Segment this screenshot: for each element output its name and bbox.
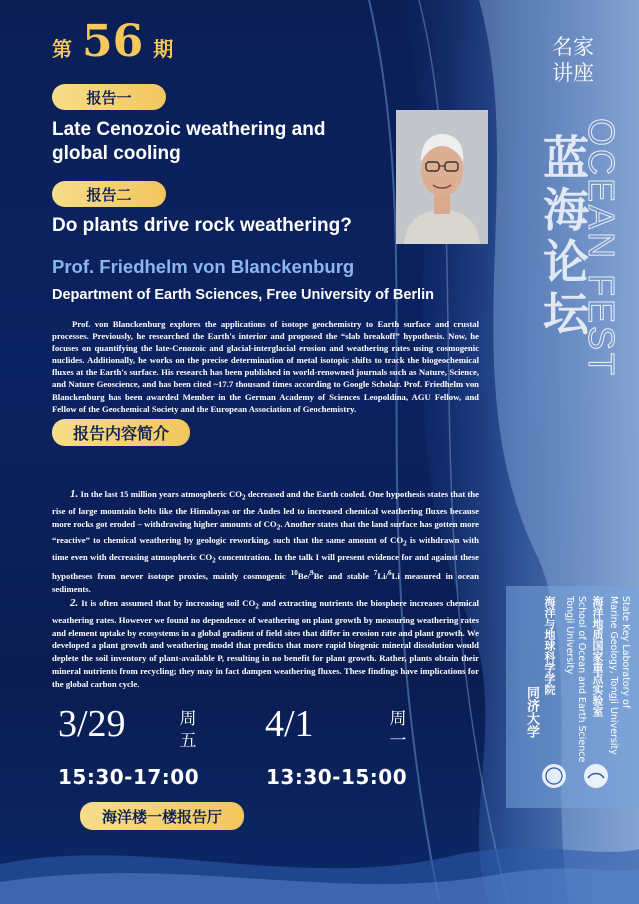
speaker-department: Department of Earth Sciences, Free University of Berlin — [52, 287, 434, 303]
issue-prefix: 第 — [52, 37, 72, 61]
series-line1: 名家 — [552, 35, 594, 59]
weekday-1 — [178, 708, 198, 752]
tongji-emblem-icon — [540, 762, 568, 790]
series-name — [546, 34, 600, 86]
bottom-wave — [0, 834, 639, 904]
lab-name-en — [607, 596, 631, 755]
school-en1: School of Ocean and Earth Science — [576, 596, 587, 763]
weekday-2-a: 周 — [389, 709, 407, 729]
issue-number-value: 56 — [82, 16, 144, 67]
lanhai-forum-title — [538, 132, 594, 340]
summary-p2-number: 2. — [70, 597, 79, 609]
lab-en2: Marine Geology, Tongji University — [608, 596, 619, 755]
talk1-label: 报告一 — [52, 84, 166, 110]
time-1: 15:30-17:00 — [58, 765, 200, 789]
weekday-1-a: 周 — [179, 709, 197, 729]
lab-emblem-icon — [582, 762, 610, 790]
weekday-2-b: 一 — [389, 731, 407, 751]
summary-label: 报告内容简介 — [52, 419, 190, 446]
date-2: 4/1 — [265, 703, 314, 745]
issue-number — [52, 16, 173, 67]
tongji-logo-text: 同济大学 — [524, 686, 539, 738]
summary-p1-number: 1. — [70, 488, 79, 500]
weekday-2 — [388, 708, 408, 752]
lab-panel — [506, 586, 639, 808]
venue: 海洋楼一楼报告厅 — [80, 802, 244, 830]
school-name-cn: 海洋与地球科学学院 — [543, 596, 556, 695]
talk1-title — [52, 118, 325, 166]
talk1-title-line1: Late Cenozoic weathering and — [52, 119, 326, 140]
weekday-1-b: 五 — [179, 731, 197, 751]
time-2: 13:30-15:00 — [266, 765, 408, 789]
talk2-title: Do plants drive rock weathering? — [52, 215, 352, 236]
talk1-title-line2: global cooling — [52, 143, 181, 164]
ocean-fest-text: OCEAN FEST — [581, 118, 622, 379]
school-en2: Tongji University — [564, 596, 575, 675]
summary-paragraph-2: 2. It is often assumed that by increasing soil $CO_2$ and extracting nutrients the biosphere increases chemical weathering rates. However we found no dependence of weathering on plant growth by measuring weathering rates and element uptake by ecosystems in a global gradient of field sites that differ in erosion rate and plant growth. We developed a plant growth and weathering model that predicts that more rapid biogenic mineral dissolution would deplete the soil inventory of plant-available P, resulting in no benefit for plant growth. Rather, plants obtain their mineral nutrients from recycling; they may in fact dampen weathering fluxes. These findings have implications for the global carbon cycle. — [52, 597, 479, 690]
speaker-name: Prof. Friedhelm von Blanckenburg — [52, 256, 355, 277]
school-name-en — [563, 596, 587, 762]
summary-paragraph-1: 1. In the last 15 million years atmospheric $CO_2$ decreased and the Earth cooled. One hypothesis states that the rise of large mountain belts like the Himalayas or the Andes led to increased chemical weathering fluxes because more rocks got eroded – withdrawing higher amounts of $CO_2$. Another states that the land surface has gotten more “reactive” to chemical weathering by geologic reworking, such that the same amount of $CO_2$ is withdrawn with time even with decreasing atmospheric $CO_2$ concentration. In the talk I will present evidence for and against these hypotheses from newer isotope proxies, mainly cosmogenic $^{10}$Be/$^9$Be and stable $^7$Li/$^6$Li measured in ocean sediments. — [52, 488, 480, 595]
issue-suffix: 期 — [153, 37, 174, 61]
lanhai-forum-text: 蓝 海 论 坛 — [543, 131, 589, 341]
talk2-label: 报告二 — [52, 181, 166, 207]
series-line2: 讲座 — [552, 61, 594, 85]
lab-en1: State Key Laboratory of — [620, 596, 631, 709]
speaker-photo — [396, 110, 488, 244]
date-1: 3/29 — [58, 703, 126, 745]
speaker-bio: Prof. von Blanckenburg explores the applications of isotope geochemistry to Earth surface and crustal processes. Previously, he researched the Earth's interior and proposed the “slab breakoff” hypothesis. Now, he focuses on quantifying the late-Cenozoic and glacial-interglacial erosion and weathering rates using cosmogenic nuclides. Additionally, he works on the precise determination of metal isotopic shifts to track the biogeochemical fluxes at the Earth's surface. His research has been published in world-renowned journals such as Nature, Science, and Nature Geoscience, and has been cited ~17.7 thousand times according to Google Scholar. Prof. Friedhelm von Blanckenburg has been awarded Member in the German Academy of Sciences Leopoldina, AGU Fellow, and Fellow of the Geochemical Society and the European Association of Geochemistry. — [52, 319, 479, 414]
lab-name-cn: 海洋地质国家重点实验室 — [591, 596, 604, 717]
